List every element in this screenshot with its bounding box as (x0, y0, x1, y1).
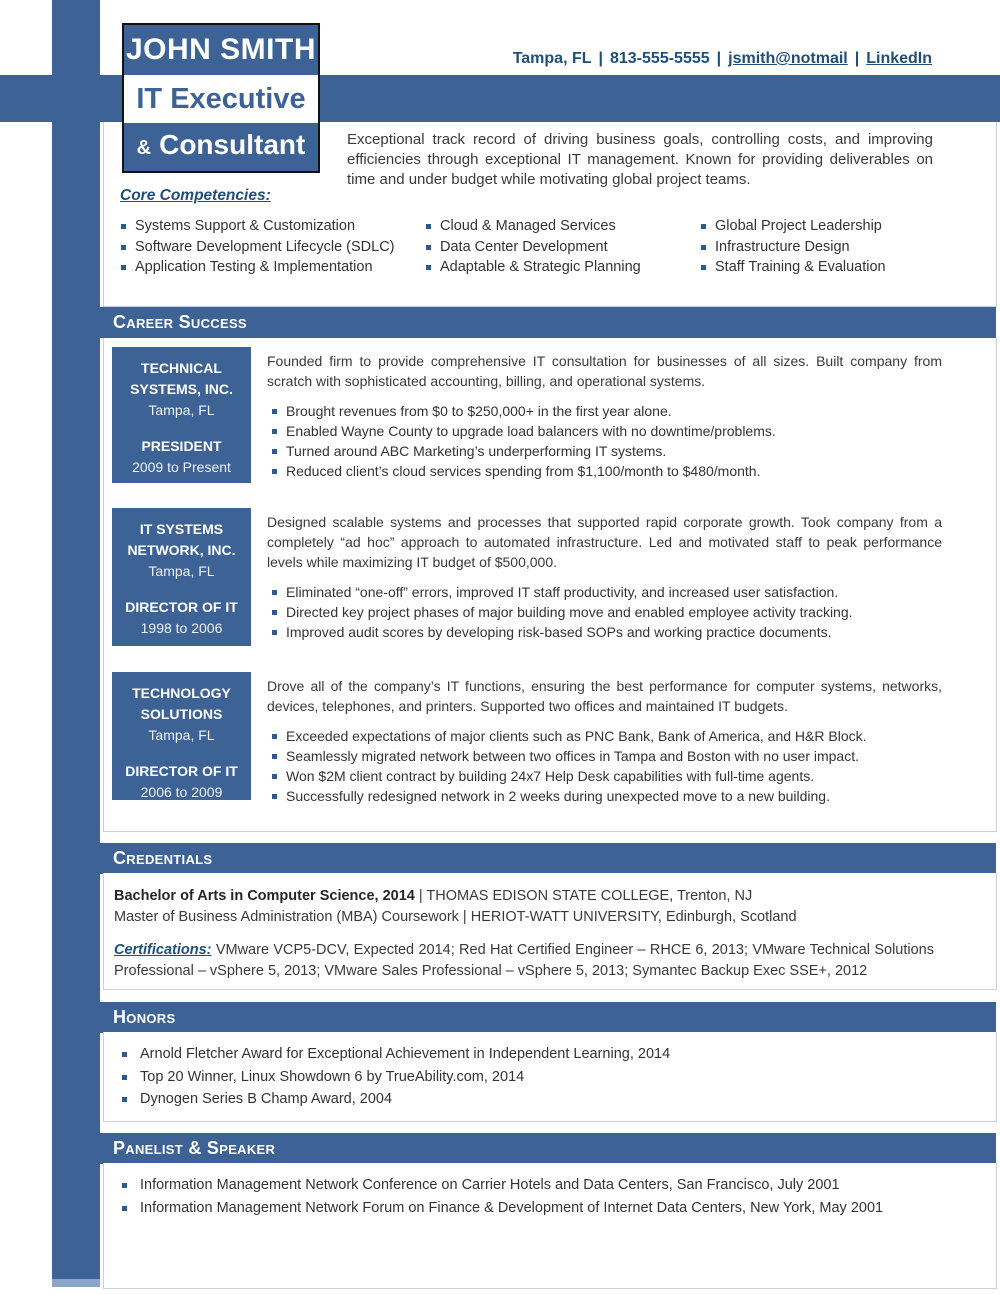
honor-text: Arnold Fletcher Award for Exceptional Achievement in Independent Learning, 2014 (140, 1046, 671, 1062)
company-location: Tampa, FL (148, 563, 215, 579)
competency-label: Application Testing & Implementation (135, 259, 373, 275)
achievement-text: Eliminated “one-off” errors, improved IT staff productivity, and increased user satisfaction. (286, 584, 839, 600)
bullet-square-icon (121, 245, 126, 250)
spacer (116, 582, 247, 597)
job-card (112, 672, 251, 800)
achievement-item (271, 746, 942, 766)
achievement-text: Reduced client’s cloud services spending from $1,100/month to $480/month. (286, 463, 761, 479)
competency-label: Systems Support & Customization (135, 218, 356, 234)
bullet-square-icon (272, 734, 277, 739)
honor-item (121, 1067, 956, 1089)
speaking-text: Information Management Network Conference on Carrier Hotels and Data Centers, San Francisco, July 2001 (140, 1177, 840, 1193)
achievement-text: Improved audit scores by developing risk-based SOPs and working practice documents. (286, 624, 832, 640)
achievement-text: Successfully redesigned network in 2 weeks during unexpected move to a new building. (286, 788, 830, 804)
bullet-square-icon (122, 1075, 127, 1080)
competency-column (700, 216, 950, 278)
contact-location: Tampa, FL (512, 50, 592, 67)
bullet-square-icon (426, 265, 431, 270)
achievement-item (271, 726, 942, 746)
bullet-square-icon (272, 590, 277, 595)
honor-text: Dynogen Series B Champ Award, 2004 (140, 1091, 393, 1107)
achievement-item (271, 602, 942, 622)
contact-separator: | (598, 50, 603, 67)
achievement-item (271, 786, 942, 806)
honors-section (103, 1032, 997, 1122)
competency-item (120, 237, 425, 258)
competency-label: Infrastructure Design (715, 238, 850, 255)
left-accent-stripe (52, 0, 100, 1279)
achievement-list (267, 726, 942, 806)
section-bar-credentials (100, 843, 996, 874)
achievement-item (271, 622, 942, 642)
competency-label: Staff Training & Evaluation (715, 259, 886, 275)
job-details (267, 347, 942, 483)
honor-item (121, 1089, 956, 1111)
competency-item (425, 237, 700, 258)
achievement-list (267, 582, 942, 642)
candidate-name: JOHN SMITH (124, 25, 318, 75)
bullet-square-icon (701, 265, 706, 270)
section-title-honors: Honors (113, 1007, 176, 1027)
competency-item (700, 237, 950, 258)
bullet-square-icon (426, 224, 431, 229)
competency-label: Adaptable & Strategic Planning (440, 259, 641, 275)
speaking-text: Information Management Network Forum on Finance & Development of Internet Data Centers, New York, May 2001 (140, 1199, 884, 1216)
degree-line-2: Master of Business Administration (MBA) Coursework | HERIOT-WATT UNIVERSITY, Edinburgh, Scotland (114, 909, 797, 925)
competency-label: Software Development Lifecycle (SDLC) (135, 238, 395, 255)
section-bar-career (100, 307, 996, 338)
bullet-square-icon (272, 630, 277, 635)
email-link[interactable]: jsmith@notmail (728, 50, 848, 67)
bullet-square-icon (272, 794, 277, 799)
section-bar-honors (100, 1002, 996, 1033)
competency-column (425, 216, 700, 278)
section-bar-panelist (100, 1133, 996, 1164)
credentials-section (103, 873, 997, 990)
achievement-item (271, 441, 942, 461)
achievement-item (271, 461, 942, 481)
certifications-text: VMware VCP5-DCV, Expected 2014; Red Hat Certified Engineer – RHCE 6, 2013; VMware Technical Solutions Professional – vSphere 5, 2013; VMware Sales Professional – vSphere 5, 2013; Symantec Backup Exec SSE+, 2012 (114, 942, 934, 979)
job-description: Founded firm to provide comprehensive IT consultation for businesses of all sizes. Built company from scratch with sophisticated accounting, billing, and operational systems. (267, 353, 942, 389)
bullet-square-icon (122, 1097, 127, 1102)
company-name: IT SYSTEMS NETWORK, INC. (127, 521, 236, 558)
credentials-content (104, 873, 996, 982)
contact-separator: | (854, 50, 860, 67)
achievement-text: Seamlessly migrated network between two offices in Tampa and Boston with no user impact. (286, 748, 859, 764)
job-entry (112, 508, 942, 646)
achievement-item (271, 421, 942, 441)
achievement-item (271, 582, 942, 602)
job-dates: 2009 to Present (132, 459, 231, 475)
title-ampersand: & (136, 137, 152, 159)
competency-item (425, 257, 700, 278)
degree-school: | THOMAS EDISON STATE COLLEGE, Trenton, NJ (418, 888, 753, 904)
bullet-square-icon (272, 774, 277, 779)
competency-item (120, 257, 425, 278)
spacer (116, 746, 247, 761)
job-card (112, 508, 251, 646)
contact-separator: | (716, 50, 722, 67)
job-details (267, 508, 942, 646)
competency-label: Data Center Development (440, 238, 608, 255)
competency-item (425, 216, 700, 237)
section-title-panelist: Panelist & Speaker (113, 1138, 276, 1158)
bullet-square-icon (272, 449, 277, 454)
panelist-section (103, 1163, 997, 1289)
company-name: TECHNICAL SYSTEMS, INC. (130, 360, 233, 397)
bullet-square-icon (426, 245, 431, 250)
core-competencies-grid (120, 216, 950, 278)
speaking-list (104, 1163, 996, 1219)
summary-text: Exceptional track record of driving business goals, controlling costs, and improving efficiencies through exceptional IT management. Known for providing deliverables on time and under budget while motivating global project teams. (347, 131, 933, 188)
achievement-text: Directed key project phases of major building move and enabled employee activity tracking. (286, 604, 853, 620)
spacer (116, 421, 247, 436)
job-title: DIRECTOR OF IT (125, 763, 238, 779)
job-title: DIRECTOR OF IT (125, 599, 238, 615)
career-section (103, 338, 997, 832)
achievement-item (271, 401, 942, 421)
competency-item (700, 257, 950, 278)
achievement-item (271, 766, 942, 786)
job-description: Designed scalable systems and processes that supported rapid corporate growth. Took company from a completely “ad hoc” approach to automated infrastructure. Led and motivated staff to peak performance levels while maximizing IT budget of $500,000. (267, 514, 942, 570)
honor-text: Top 20 Winner, Linux Showdown 6 by TrueAbility.com, 2014 (140, 1068, 525, 1085)
company-name: TECHNOLOGY SOLUTIONS (132, 685, 231, 722)
degree-name: Bachelor of Arts in Computer Science, 2014 (114, 888, 415, 904)
achievement-text: Brought revenues from $0 to $250,000+ in the first year alone. (286, 403, 672, 419)
contact-bar (513, 50, 932, 68)
certifications-paragraph (114, 940, 934, 982)
job-entry (112, 347, 942, 483)
achievement-text: Enabled Wayne County to upgrade load balancers with no downtime/problems. (286, 423, 776, 439)
title-secondary-text: Consultant (159, 129, 306, 160)
certifications-label: Certifications: (114, 942, 212, 958)
competency-item (120, 216, 425, 237)
job-dates: 1998 to 2006 (140, 620, 223, 636)
core-competencies-heading: Core Competencies: (120, 187, 271, 204)
contact-phone: 813-555-5555 (610, 50, 710, 67)
bullet-square-icon (122, 1206, 127, 1211)
company-location: Tampa, FL (148, 402, 215, 418)
bullet-square-icon (701, 224, 706, 229)
bullet-square-icon (272, 429, 277, 434)
competency-label: Global Project Leadership (715, 218, 882, 234)
job-card (112, 347, 251, 483)
job-details (267, 672, 942, 806)
honor-item (121, 1044, 956, 1066)
achievement-text: Turned around ABC Marketing’s underperforming IT systems. (286, 443, 667, 459)
bullet-square-icon (121, 265, 126, 270)
achievement-text: Won $2M client contract by building 24x7 Help Desk capabilities with full-time agents. (286, 768, 815, 784)
bullet-square-icon (121, 224, 126, 229)
bullet-square-icon (272, 409, 277, 414)
bullet-square-icon (272, 469, 277, 474)
section-title-credentials: Credentials (113, 848, 213, 868)
left-accent-stripe-tip (52, 1279, 100, 1287)
job-title: PRESIDENT (141, 438, 222, 454)
company-location: Tampa, FL (148, 727, 215, 743)
achievement-list (267, 401, 942, 481)
speaking-item (121, 1175, 956, 1197)
speaking-item (121, 1198, 956, 1220)
competency-column (120, 216, 425, 278)
bullet-square-icon (272, 754, 277, 759)
degree-line-1 (114, 886, 934, 907)
job-description: Drove all of the company’s IT functions, ensuring the best performance for computer systems, networks, devices, telephones, and printers. Supported two offices and maintained IT budgets. (267, 678, 942, 714)
linkedin-link[interactable]: LinkedIn (866, 50, 932, 67)
job-entry (112, 672, 942, 806)
title-primary: IT Executive (124, 75, 318, 123)
bullet-square-icon (122, 1052, 127, 1057)
bullet-square-icon (272, 610, 277, 615)
bullet-square-icon (701, 245, 706, 250)
bullet-square-icon (122, 1183, 127, 1188)
section-title-career: Career Success (113, 312, 247, 332)
competency-item (700, 216, 950, 237)
competency-label: Cloud & Managed Services (440, 218, 616, 234)
job-dates: 2006 to 2009 (140, 784, 223, 800)
achievement-text: Exceeded expectations of major clients such as PNC Bank, Bank of America, and H&R Block. (286, 728, 867, 744)
honors-list (104, 1032, 996, 1111)
